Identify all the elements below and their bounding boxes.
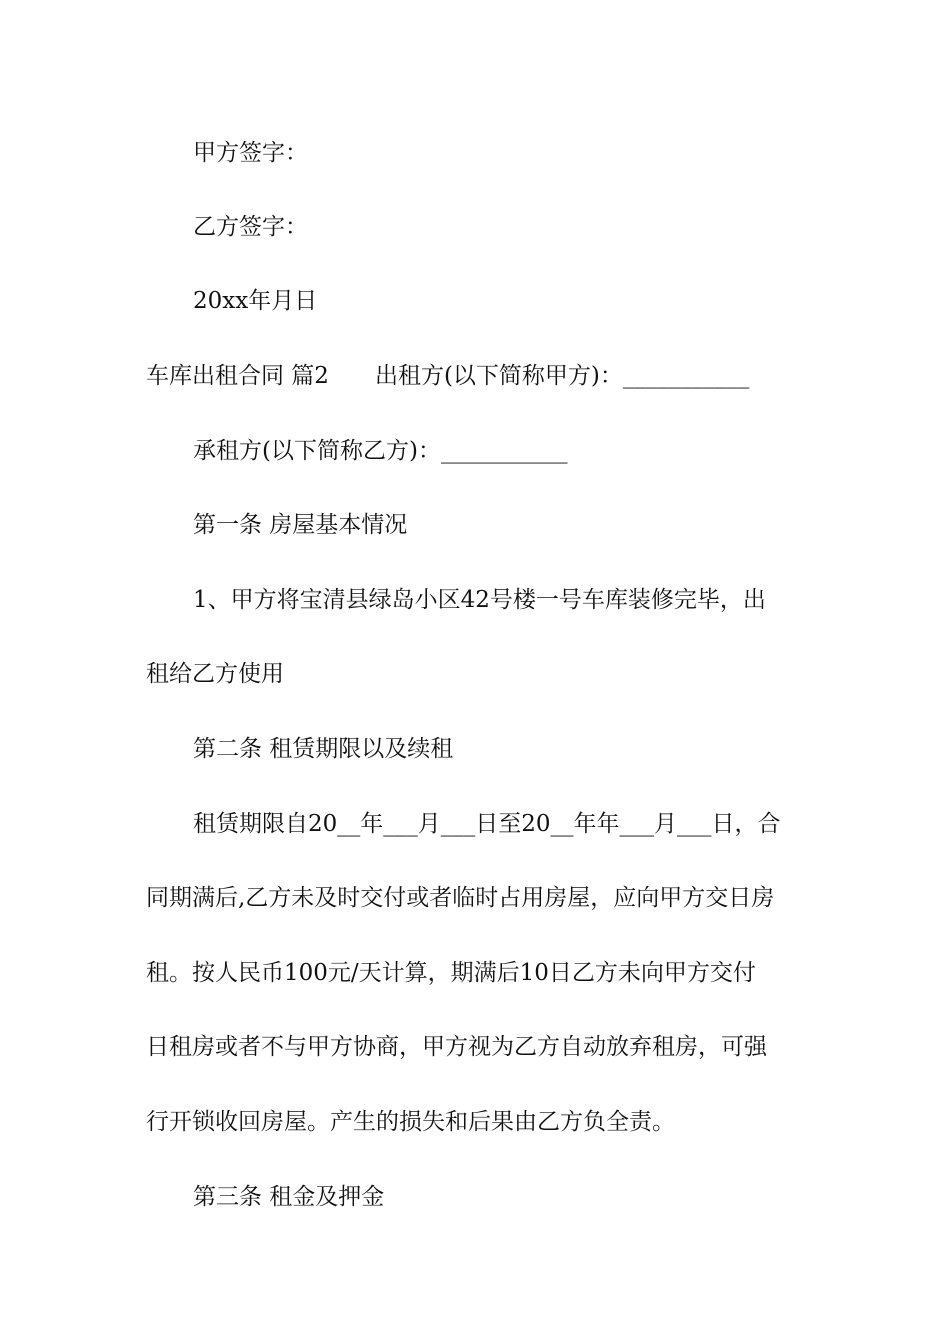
lease-term-text-line5: 行开锁收回房屋。产生的损失和后果由乙方负全责。 (146, 1109, 675, 1135)
section-heading-line (146, 361, 749, 391)
lease-term-text: 租赁期限自20__年___月___日至20__年年___月___日，合 (193, 811, 781, 837)
party-b-signature: 乙方签字： (193, 214, 308, 240)
article-one-text: 1、甲方将宝清县绿岛小区42号楼一号车库装修完毕，出 (193, 587, 766, 613)
party-a-signature: 甲方签字： (193, 140, 308, 166)
lease-term-text-line2: 同期满后,乙方未及时交付或者临时占用房屋，应向甲方交日房 (146, 885, 775, 911)
lessor-line: 出租方(以下简称甲方)：___________ (374, 363, 750, 389)
section-title: 车库出租合同 篇2 (146, 363, 329, 389)
article-one-heading: 第一条 房屋基本情况 (193, 512, 408, 538)
lease-term-text-line4: 日租房或者不与甲方协商，甲方视为乙方自动放弃租房，可强 (146, 1034, 767, 1060)
lessee-line: 承租方(以下简称乙方)：___________ (193, 438, 568, 464)
article-three-heading: 第三条 租金及押金 (193, 1184, 385, 1210)
date-line: 20xx年月日 (193, 288, 318, 314)
lease-term-text-line3: 租。按人民币100元/天计算，期满后10日乙方未向甲方交付 (146, 960, 756, 986)
article-two-heading: 第二条 租赁期限以及续租 (193, 736, 454, 762)
article-one-text-cont: 租给乙方使用 (146, 661, 284, 687)
